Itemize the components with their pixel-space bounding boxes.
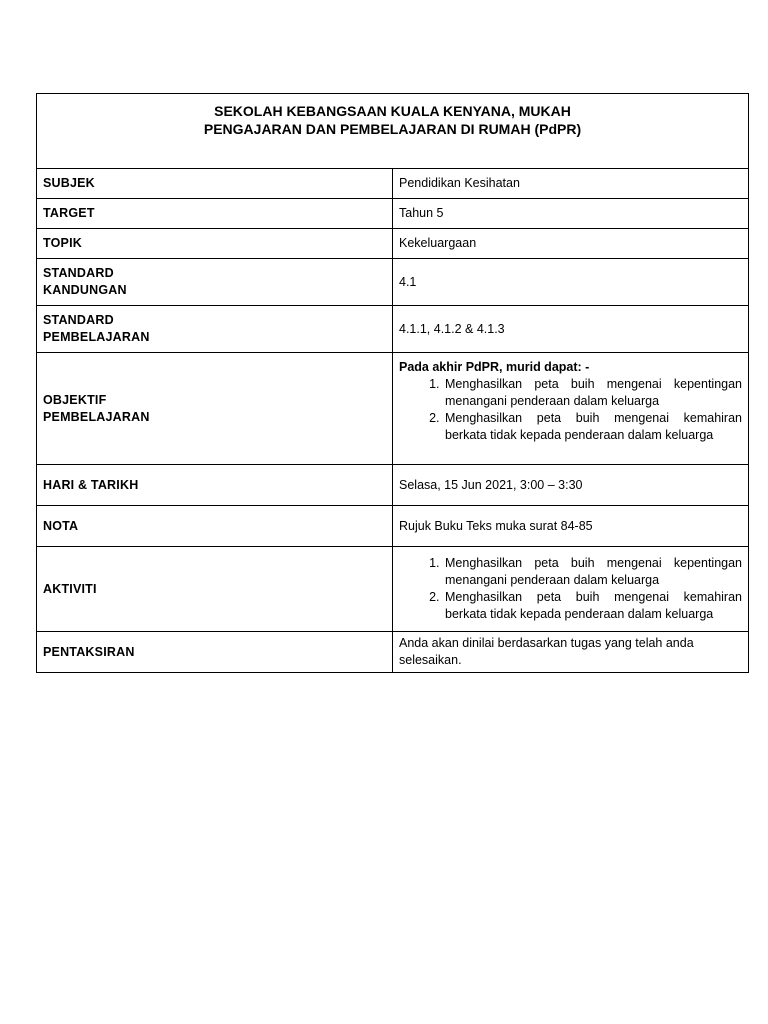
hari-tarikh-label: HARI & TARIKH (37, 465, 393, 506)
pentaksiran-value: Anda akan dinilai berdasarkan tugas yang telah anda selesaikan. (393, 632, 749, 673)
objektif-intro: Pada akhir PdPR, murid dapat: - (399, 360, 590, 374)
hari-tarikh-value: Selasa, 15 Jun 2021, 3:00 – 3:30 (393, 465, 749, 506)
row-hari-tarikh (37, 465, 749, 506)
row-pentaksiran (37, 632, 749, 673)
school-name: SEKOLAH KEBANGSAAN KUALA KENYANA, MUKAH (214, 103, 571, 119)
target-value: Tahun 5 (393, 199, 749, 229)
aktiviti-list (399, 555, 742, 623)
standard-pembelajaran-value: 4.1.1, 4.1.2 & 4.1.3 (393, 306, 749, 353)
standard-pembelajaran-label (37, 306, 393, 353)
list-item: 1. Menghasilkan peta buih mengenai kepentingan menangani penderaan dalam keluarga (443, 555, 742, 589)
header-row (37, 94, 749, 169)
row-nota (37, 506, 749, 547)
row-aktiviti (37, 547, 749, 632)
standard-pembelajaran-label-line1: STANDARD (43, 313, 114, 327)
school-header (37, 94, 749, 169)
row-standard-pembelajaran (37, 306, 749, 353)
subjek-label: SUBJEK (37, 169, 393, 199)
row-standard-kandungan (37, 259, 749, 306)
objektif-list (399, 376, 742, 444)
subjek-value: Pendidikan Kesihatan (393, 169, 749, 199)
topik-label: TOPIK (37, 229, 393, 259)
objektif-label (37, 353, 393, 465)
list-item: 2. Menghasilkan peta buih mengenai kemahiran berkata tidak kepada penderaan dalam keluarga (443, 589, 742, 623)
nota-label: NOTA (37, 506, 393, 547)
program-title: PENGAJARAN DAN PEMBELAJARAN DI RUMAH (PdPR) (203, 121, 582, 137)
objektif-label-line2: PEMBELAJARAN (43, 409, 150, 424)
standard-kandungan-label-line2: KANDUNGAN (43, 283, 127, 297)
standard-kandungan-label (37, 259, 393, 306)
standard-kandungan-value: 4.1 (393, 259, 749, 306)
objektif-value (393, 353, 749, 465)
list-item: 1. Menghasilkan peta buih mengenai kepentingan menangani penderaan dalam keluarga (443, 376, 742, 410)
topik-value: Kekeluargaan (393, 229, 749, 259)
row-topik (37, 229, 749, 259)
target-label: TARGET (37, 199, 393, 229)
row-subjek (37, 169, 749, 199)
row-target (37, 199, 749, 229)
aktiviti-value (393, 547, 749, 632)
list-item: 2. Menghasilkan peta buih mengenai kemahiran berkata tidak kepada penderaan dalam keluarga (443, 410, 742, 444)
row-objektif (37, 353, 749, 465)
standard-pembelajaran-label-line2: PEMBELAJARAN (43, 330, 150, 344)
nota-value: Rujuk Buku Teks muka surat 84-85 (393, 506, 749, 547)
aktiviti-label: AKTIVITI (37, 547, 393, 632)
pentaksiran-label: PENTAKSIRAN (37, 632, 393, 673)
lesson-plan-table (36, 93, 749, 673)
standard-kandungan-label-line1: STANDARD (43, 266, 114, 280)
objektif-label-line1: OBJEKTIF (43, 392, 107, 407)
